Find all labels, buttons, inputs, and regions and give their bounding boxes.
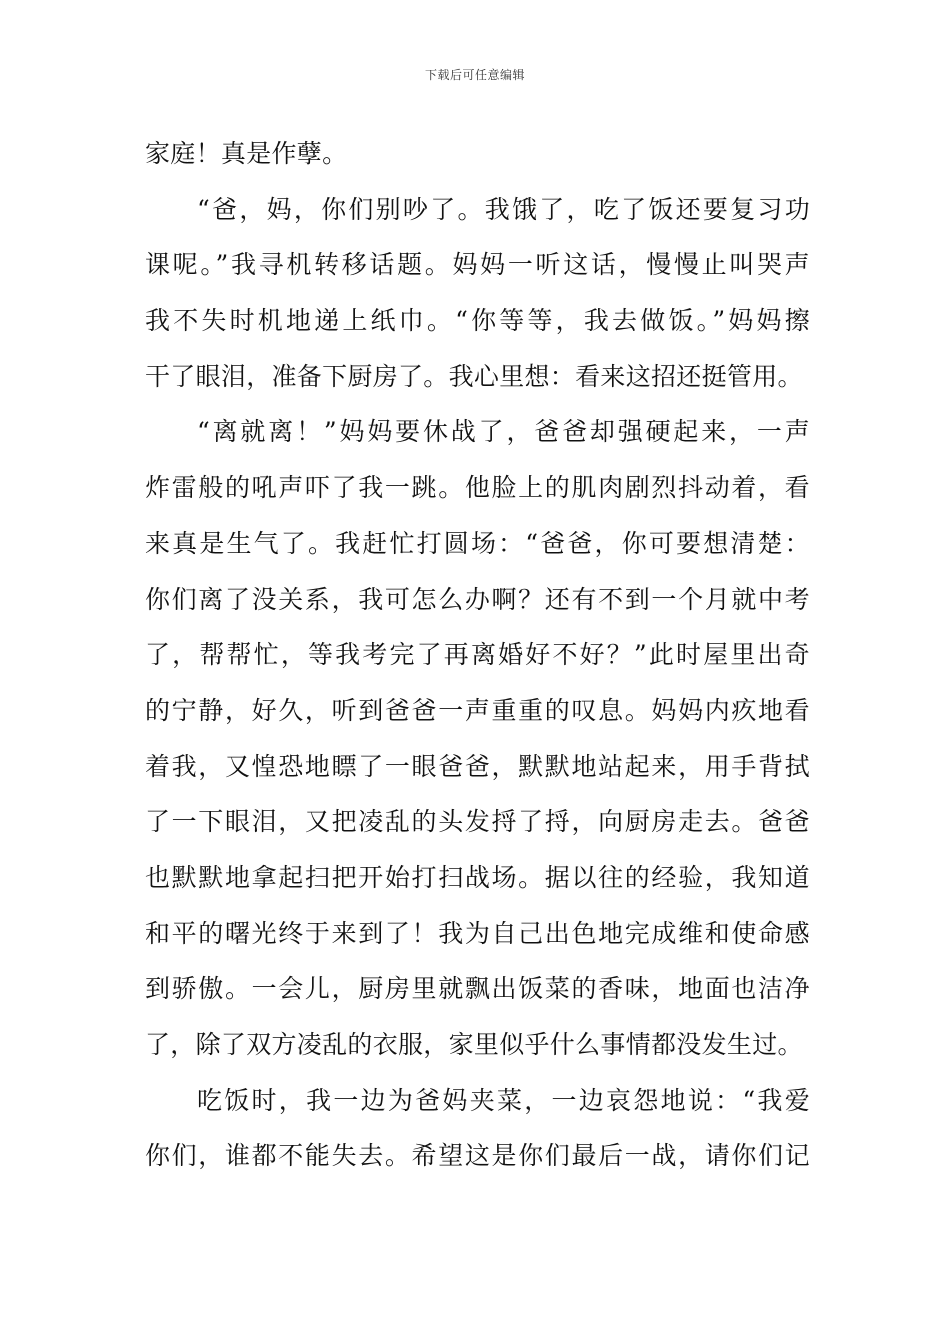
- text-line: 炸雷般的吼声吓了我一跳。他脸上的肌肉剧烈抖动着，看: [145, 473, 810, 503]
- text-line: 吃饭时，我一边为爸妈夹菜，一边哀怨地说：“我爱: [197, 1085, 810, 1115]
- text-line: “爸，妈，你们别吵了。我饿了，吃了饭还要复习功: [197, 194, 810, 224]
- text-line: 课呢。”我寻机转移话题。妈妈一听这话，慢慢止叫哭声: [145, 250, 810, 280]
- text-line: 的宁静，好久，听到爸爸一声重重的叹息。妈妈内疚地看: [145, 695, 810, 725]
- text-line: 着我，又惶恐地瞟了一眼爸爸，默默地站起来，用手背拭: [145, 751, 810, 781]
- text-line: 来真是生气了。我赶忙打圆场：“爸爸，你可要想清楚：: [145, 528, 810, 558]
- text-line: 我不失时机地递上纸巾。“你等等，我去做饭。”妈妈擦: [145, 306, 810, 336]
- text-line: 了一下眼泪，又把凌乱的头发捋了捋，向厨房走去。爸爸: [145, 807, 810, 837]
- text-line: “离就离！”妈妈要休战了，爸爸却强硬起来，一声: [197, 417, 810, 447]
- text-line: 到骄傲。一会儿，厨房里就飘出饭菜的香味，地面也洁净: [145, 974, 810, 1004]
- text-line: 家庭！真是作孽。: [145, 139, 348, 168]
- text-line: 和平的曙光终于来到了！我为自己出色地完成维和使命感: [145, 918, 810, 948]
- text-line: 了，帮帮忙，等我考完了再离婚好不好？”此时屋里出奇: [145, 640, 810, 670]
- text-line: 你们离了没关系，我可怎么办啊？还有不到一个月就中考: [145, 584, 810, 614]
- text-line: 也默默地拿起扫把开始打扫战场。据以往的经验，我知道: [145, 862, 810, 892]
- text-line: 你们，谁都不能失去。希望这是你们最后一战，请你们记: [145, 1141, 810, 1171]
- text-line: 干了眼泪，准备下厨房了。我心里想：看来这招还挺管用。: [145, 361, 803, 391]
- body-text: [145, 126, 810, 1184]
- page-header: 下载后可任意编辑: [424, 68, 525, 82]
- text-line: 了，除了双方凌乱的衣服，家里似乎什么事情都没发生过。: [145, 1030, 803, 1059]
